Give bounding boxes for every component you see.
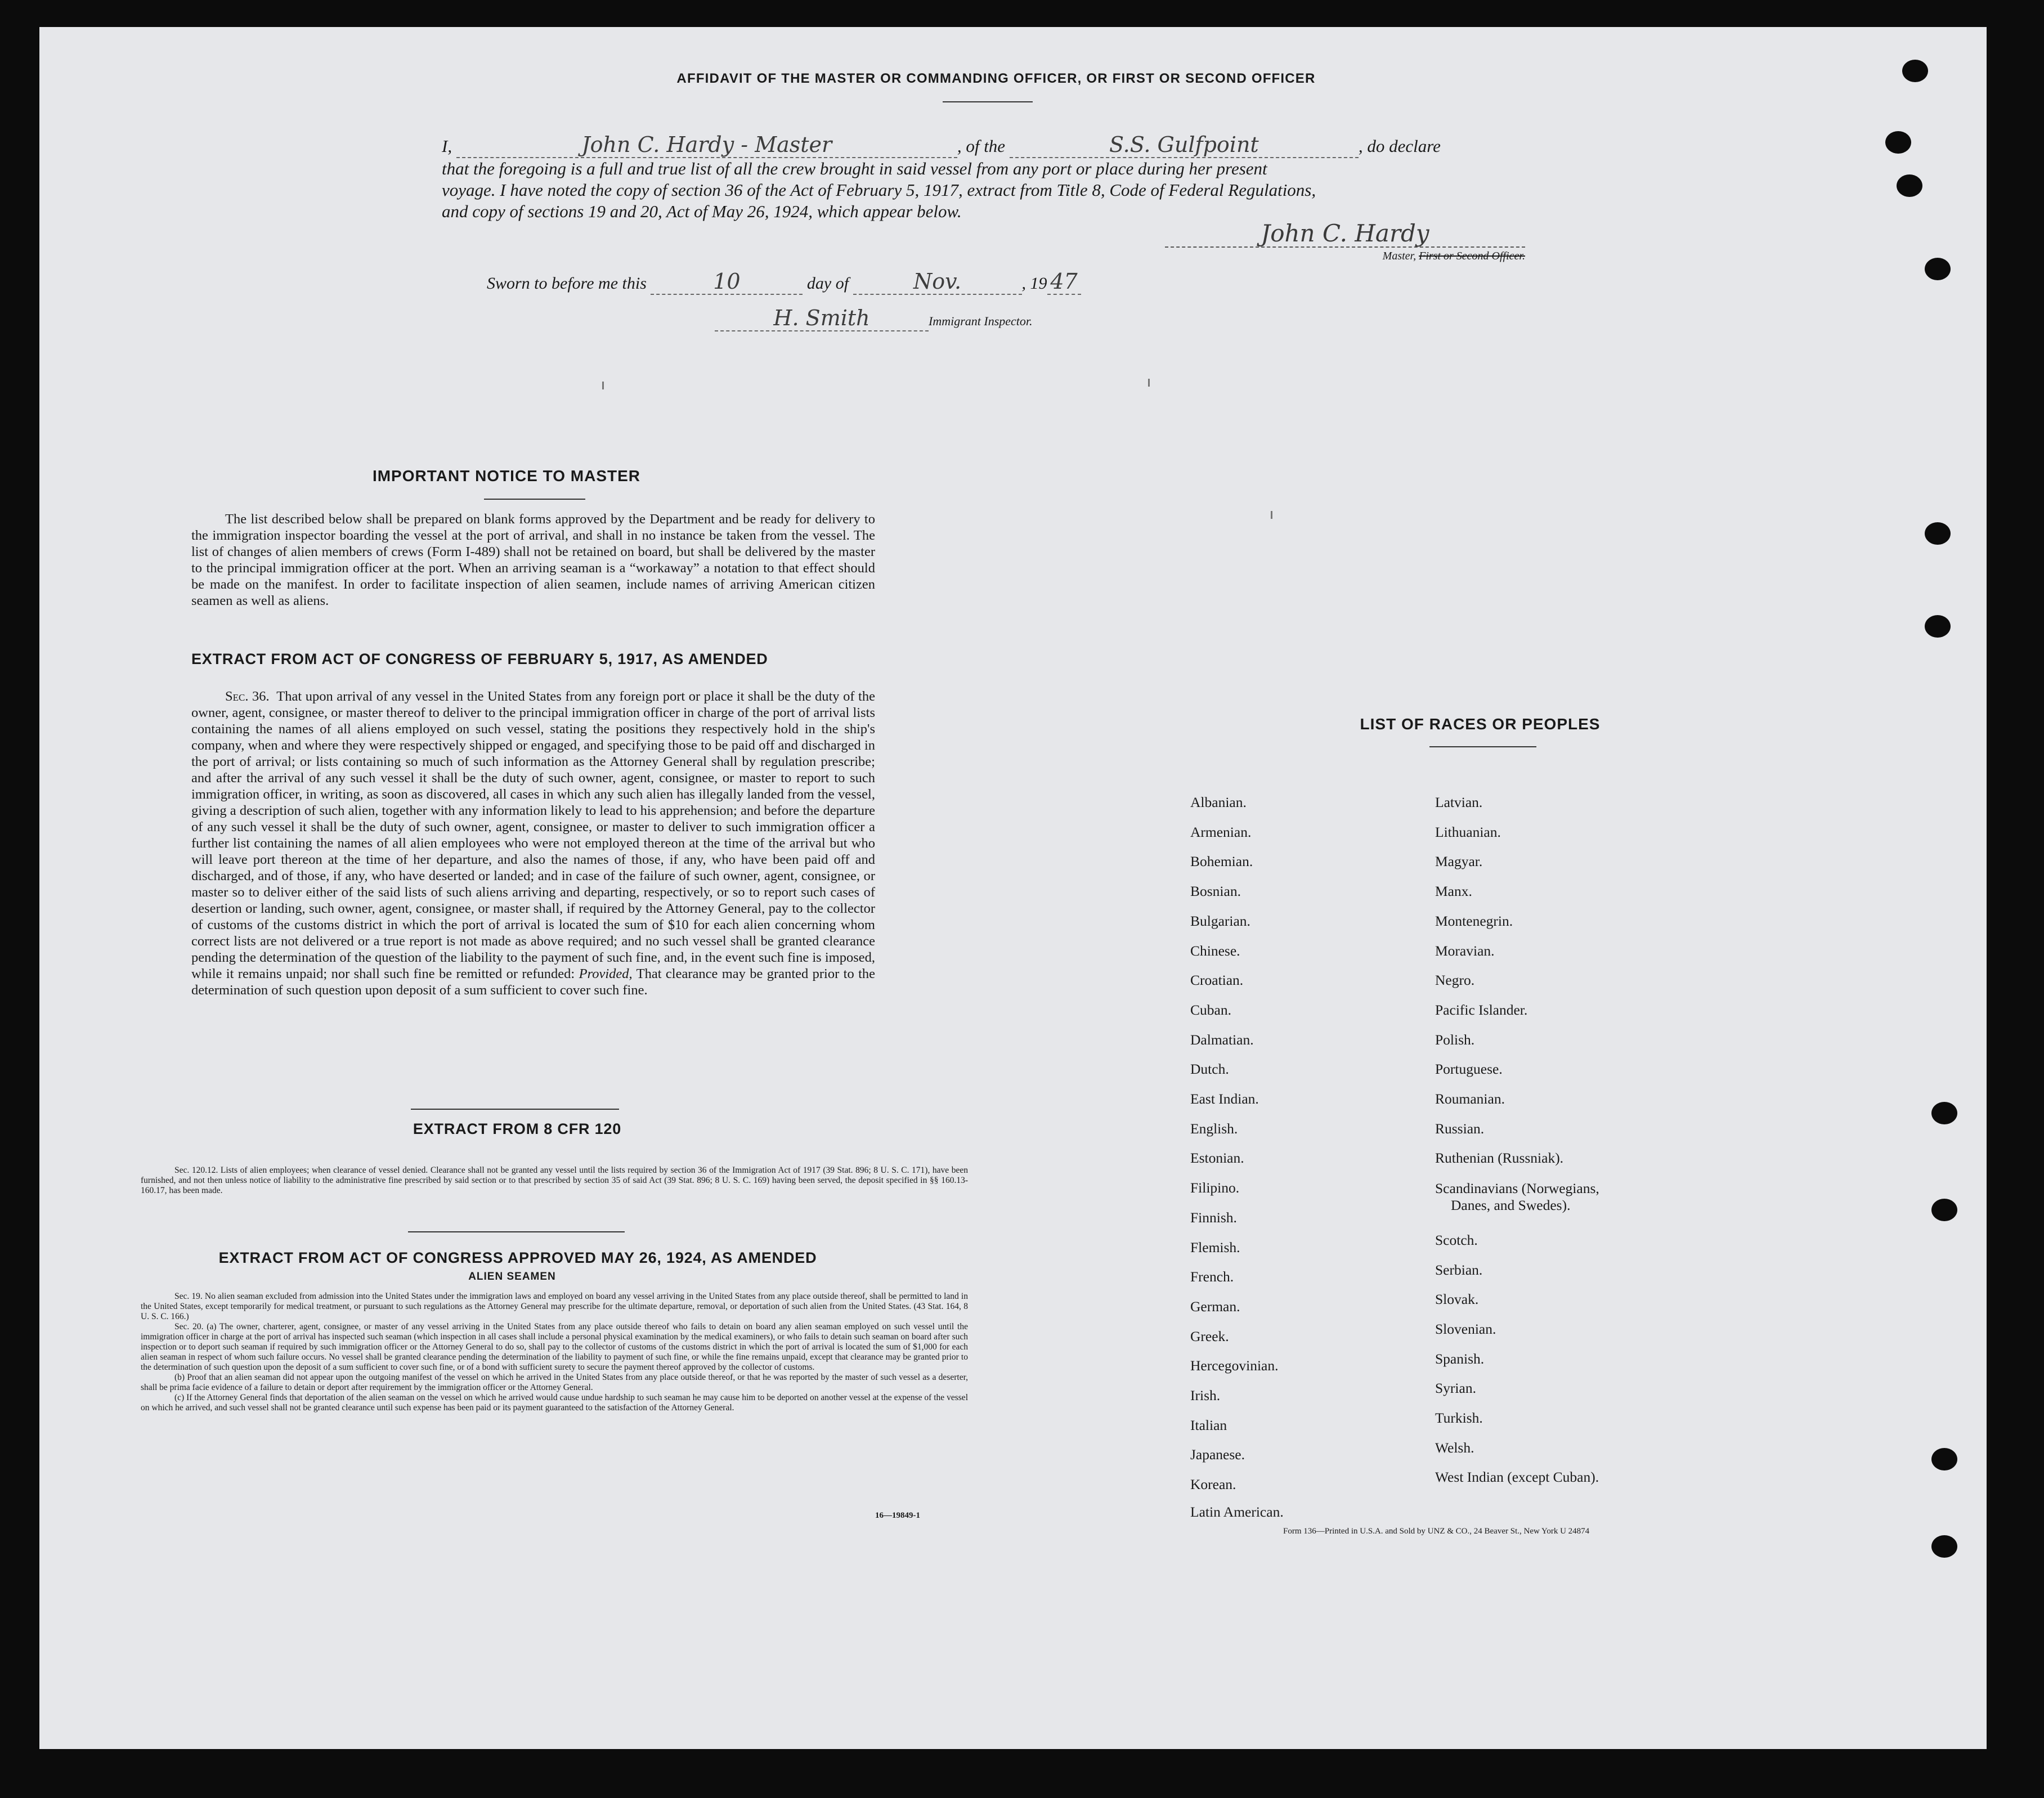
inspector-signature: H. Smith xyxy=(773,306,870,330)
race-item: West Indian (except Cuban). xyxy=(1435,1469,1599,1486)
race-item: Dutch. xyxy=(1190,1061,1229,1078)
inspector-label: Immigrant Inspector. xyxy=(929,314,1033,328)
race-item: Turkish. xyxy=(1435,1410,1483,1427)
punch-hole xyxy=(1931,1535,1957,1558)
race-item: Japanese. xyxy=(1190,1446,1245,1463)
extract-1924-title: EXTRACT FROM ACT OF CONGRESS APPROVED MAY 26, 1924, AS AMENDED xyxy=(218,1249,817,1266)
year-handwriting: 47 xyxy=(1050,269,1078,294)
day-handwriting: 10 xyxy=(713,269,741,294)
inspector-line xyxy=(715,306,1033,331)
race-item: Hercegovinian. xyxy=(1190,1357,1279,1374)
races-title: LIST OF RACES OR PEOPLES xyxy=(1360,715,1601,733)
race-item: Roumanian. xyxy=(1435,1091,1505,1108)
signature-line xyxy=(1165,219,1525,248)
race-item: Bosnian. xyxy=(1190,883,1241,900)
race-item: Montenegrin. xyxy=(1435,912,1513,929)
punch-hole xyxy=(1897,174,1922,197)
race-item: Pacific Islander. xyxy=(1435,1001,1528,1018)
vessel-name-handwriting: S.S. Gulfpoint xyxy=(1109,132,1259,157)
caption-master: Master, xyxy=(1382,250,1417,262)
month-handwriting: Nov. xyxy=(913,269,962,294)
caption-struck-officer: First or Second Officer. xyxy=(1419,250,1525,262)
declaration-line-1 xyxy=(442,134,1567,158)
race-item: Lithuanian. xyxy=(1435,823,1501,840)
inspector-signature-field xyxy=(715,306,929,331)
race-item: Flemish. xyxy=(1190,1239,1240,1256)
race-item: Croatian. xyxy=(1190,972,1244,989)
master-signature-block xyxy=(1165,219,1525,263)
races-left-column xyxy=(1190,788,1284,1525)
day-field xyxy=(651,269,803,295)
declaration-line-3: voyage. I have noted the copy of section 36 of the Act of February 5, 1917, extract from Title 8, Code of Federal Regulations, xyxy=(442,180,1316,200)
race-item: French. xyxy=(1190,1268,1234,1285)
race-item-continued: Danes, and Swedes). xyxy=(1451,1197,1571,1214)
section-36-label: Sec. 36. xyxy=(225,689,270,704)
race-item: Magyar. xyxy=(1435,853,1483,870)
race-item: Slovak. xyxy=(1435,1291,1479,1308)
race-item: Slovenian. xyxy=(1435,1320,1496,1337)
race-item: Armenian. xyxy=(1190,823,1252,840)
divider xyxy=(1429,746,1536,747)
speck xyxy=(1148,379,1150,387)
signature-caption xyxy=(1165,250,1525,263)
race-item: Spanish. xyxy=(1435,1350,1485,1367)
punch-hole xyxy=(1885,131,1911,154)
notice-text xyxy=(191,511,875,609)
master-name-field xyxy=(456,134,957,158)
races-right-column xyxy=(1435,788,1599,1492)
provided-word: Provided, xyxy=(579,966,633,981)
race-item: Ruthenian (Russniak). xyxy=(1435,1150,1564,1167)
race-item: Serbian. xyxy=(1435,1261,1483,1278)
cfr-paragraph: Sec. 120.12. Lists of alien employees; when clearance of vessel denied. Clearance shall not be granted any vessel until the lists required by section 36 of the Immigration Act of 1917 (39 Stat. 896; 8 U. S. C. 171), have been furnished, and not then unless notice of liability to the administrative fine prescribed by said section or to that prescribed by section 35 of said Act (39 Stat. 896; 8 U. S. C. 169) having been served, the deposit specified in §§ 160.13-160.17, has been made. xyxy=(141,1165,968,1195)
form-number: 16—19849-1 xyxy=(875,1511,920,1520)
race-item: Syrian. xyxy=(1435,1380,1476,1397)
race-item: Bohemian. xyxy=(1190,853,1253,870)
section-36-paragraph xyxy=(191,688,875,998)
section-36-proviso: That clearance may be granted prior to the determination of such question upon deposit of a sum sufficient to cover such fine. xyxy=(191,966,876,998)
race-item: Welsh. xyxy=(1435,1439,1474,1456)
divider xyxy=(411,1109,619,1110)
sworn-prefix: Sworn to before me this xyxy=(487,274,647,293)
race-item: Finnish. xyxy=(1190,1209,1237,1226)
race-item: East Indian. xyxy=(1190,1091,1259,1108)
declaration-line-4: and copy of sections 19 and 20, Act of May 26, 1924, which appear below. xyxy=(442,201,962,221)
speck xyxy=(602,382,604,389)
section-20b-paragraph: (b) Proof that an alien seaman did not appear upon the outgoing manifest of the vessel on which he arrived in the United States from any place outside thereof, or that he was reported by the master of such vessel as a deserter, shall be prima facie evidence of a failure to detain or deport after requirement by the immigration officer or the Attorney General. xyxy=(141,1373,968,1392)
extract-cfr-text xyxy=(141,1165,968,1196)
extract-cfr-title: EXTRACT FROM 8 CFR 120 xyxy=(413,1120,622,1137)
divider xyxy=(408,1231,625,1232)
race-item: Filipino. xyxy=(1190,1180,1240,1196)
section-20a-paragraph: Sec. 20. (a) The owner, charterer, agent, consignee, or master of any vessel arriving in the United States from any place outside thereof who fails to detain on board any alien seaman employed on such vessel until the immigration officer in charge at the port of arrival has inspected such seaman (which inspection in all cases shall include a personal physical examination by the medical examiners), or who fails to detain such seaman on board after such inspection or to deport such seaman if required by such immigration officer or the Attorney General to do so, shall pay to the collector of customs of the customs district in which the port of arrival is located the sum of $1,000 for each alien seaman in respect of whom such failure occurs. No vessel shall be granted clearance pending the determination of the liability to payment of such fine, or while the fine remains unpaid, except that clearance may be granted prior to the determination of such question upon the deposit of a sum sufficient to cover such fine, or of a bond with sufficient surety to secure the payment thereof approved by the collector of customs. xyxy=(141,1322,968,1372)
punch-hole xyxy=(1925,258,1951,280)
declaration-suffix: , do declare xyxy=(1358,136,1441,156)
race-item: Albanian. xyxy=(1190,794,1247,810)
notice-paragraph: The list described below shall be prepared on blank forms approved by the Department and be ready for delivery to the immigration inspector boarding the vessel at the port of arrival, and shall in no instance be taken from the vessel. The list of changes of alien members of crews (Form I-489) shall not be retained on board, but shall be delivered by the master to the principal immigration officer at the port. When an arriving seaman is a “workaway” a notation to that effect should be made on the manifest. In order to facilitate inspection of alien seamen, include names of arriving American citizen seamen as well as aliens. xyxy=(191,512,875,608)
punch-hole xyxy=(1925,522,1951,545)
punch-hole xyxy=(1925,615,1951,638)
vessel-name-field xyxy=(1010,134,1359,158)
race-item: Latvian. xyxy=(1435,794,1483,810)
race-item: Scandinavians (Norwegians, xyxy=(1435,1180,1599,1197)
race-item: Greek. xyxy=(1190,1328,1229,1344)
race-item: Negro. xyxy=(1435,972,1475,989)
form-sheet xyxy=(39,27,1987,1749)
declaration-prefix: I, xyxy=(442,136,452,156)
race-item: Dalmatian. xyxy=(1190,1031,1254,1048)
race-item: Russian. xyxy=(1435,1120,1485,1137)
race-item: Cuban. xyxy=(1190,1001,1231,1018)
race-item: English. xyxy=(1190,1120,1238,1137)
punch-hole xyxy=(1931,1199,1957,1221)
day-label: day of xyxy=(806,274,849,293)
affidavit-title: AFFIDAVIT OF THE MASTER OR COMMANDING OFFICER, OR FIRST OR SECOND OFFICER xyxy=(676,71,1316,86)
race-item: Italian xyxy=(1190,1416,1227,1433)
race-item: Bulgarian. xyxy=(1190,912,1250,929)
race-item-scandinavians xyxy=(1435,1173,1599,1214)
extract-1917-text xyxy=(191,688,875,998)
race-item: Scotch. xyxy=(1435,1231,1478,1248)
punch-hole xyxy=(1902,60,1928,82)
race-item: Moravian. xyxy=(1435,942,1495,959)
section-20c-paragraph: (c) If the Attorney General finds that deportation of the alien seaman on the vessel on which he arrived would cause undue hardship to such seaman he may cause him to be deported on another vessel at the expense of the vessel on which he arrived, and such vessel shall not be granted clearance until such expense has been paid or its payment guaranteed to the satisfaction of the Attorney General. xyxy=(141,1393,968,1413)
declaration-block xyxy=(442,134,1567,222)
punch-hole xyxy=(1931,1448,1957,1470)
section-36-body: That upon arrival of any vessel in the United States from any foreign port or place it shall be the duty of the owner, agent, consignee, or master thereof to deliver to the principal immigration officer in charge of the port of arrival lists containing the names of all aliens employed on such vessel, stating the positions they respectively hold in the ship's company, when and where they were respectively shipped or engaged, and specifying those to be paid off and discharged in the port of arrival; or lists containing so much of such information as the Attorney General shall by regulation prescribe; and after the arrival of any such vessel it shall be the duty of such owner, agent, consignee, or master to report to such immigration officer, in writing, as soon as discovered, all cases in which any such alien has illegally landed from the vessel, giving a description of such alien, together with any information likely to lead to his apprehension; and before the departure of any such vessel it shall be the duty of such owner, agent, consignee, or master to deliver to such immigration officer a further list containing the names of all alien employees who were not employed thereon at the time of the arrival but who will leave port thereon at the time of her departure, and also the names of those, if any, who have been paid off and discharged, and of those, if any, who have deserted or landed; and in case of the failure of such owner, agent, consignee, or master so to deliver either of the said lists of such aliens arriving and departing, respectively, or so to report such cases of desertion or landing, such owner, agent, consignee, or master shall, if required by the Attorney General, pay to the collector of customs of the customs district in which the port of arrival is located the sum of $10 for each alien concerning whom correct lists are not delivered or a true report is not made as above required; and no such vessel shall be granted clearance pending the determination of the question of the liability to the payment of such fine, and, in the event such fine is imposed, while it remains unpaid; nor shall such fine be remitted or refunded: xyxy=(191,689,875,981)
notice-title: IMPORTANT NOTICE TO MASTER xyxy=(372,467,641,485)
month-field xyxy=(853,269,1022,295)
extract-1924-text xyxy=(141,1292,968,1413)
printer-note: Form 136—Printed in U.S.A. and Sold by UNZ & CO., 24 Beaver St., New York U 24874 xyxy=(1283,1527,1590,1536)
divider xyxy=(943,101,1033,102)
master-name-handwriting: John C. Hardy - Master xyxy=(581,132,832,157)
sworn-line xyxy=(487,269,1081,295)
master-signature: John C. Hardy xyxy=(1261,219,1429,247)
race-item: Estonian. xyxy=(1190,1150,1244,1167)
race-item: Latin American. xyxy=(1190,1503,1284,1520)
race-item: Chinese. xyxy=(1190,942,1240,959)
speck xyxy=(1271,511,1272,519)
race-item: Polish. xyxy=(1435,1031,1475,1048)
alien-seamen-subtitle: ALIEN SEAMEN xyxy=(468,1271,556,1283)
declaration-line-2: that the foregoing is a full and true list of all the crew brought in said vessel from any port or place during her present xyxy=(442,159,1267,178)
extract-1917-title: EXTRACT FROM ACT OF CONGRESS OF FEBRUARY 5, 1917, AS AMENDED xyxy=(191,651,768,667)
declaration-mid: , of the xyxy=(957,136,1006,156)
year-field xyxy=(1047,269,1081,295)
race-item: Korean. xyxy=(1190,1476,1236,1493)
race-item: Manx. xyxy=(1435,883,1472,900)
section-19-paragraph: Sec. 19. No alien seaman excluded from admission into the United States under the immigration laws and employed on board any vessel arriving in the United States from any place outside thereof, shall be permitted to land in the United States, except temporarily for medical treatment, or pursuant to such regulations as the Attorney General may prescribe for the ultimate departure, removal, or deportation of such alien from the United States. (43 Stat. 164, 8 U. S. C. 166.) xyxy=(141,1292,968,1321)
race-item: Irish. xyxy=(1190,1387,1221,1404)
year-prefix: , 19 xyxy=(1021,274,1047,293)
race-item: Portuguese. xyxy=(1435,1061,1503,1078)
race-item: German. xyxy=(1190,1298,1240,1315)
divider xyxy=(484,499,585,500)
punch-hole xyxy=(1931,1102,1957,1124)
